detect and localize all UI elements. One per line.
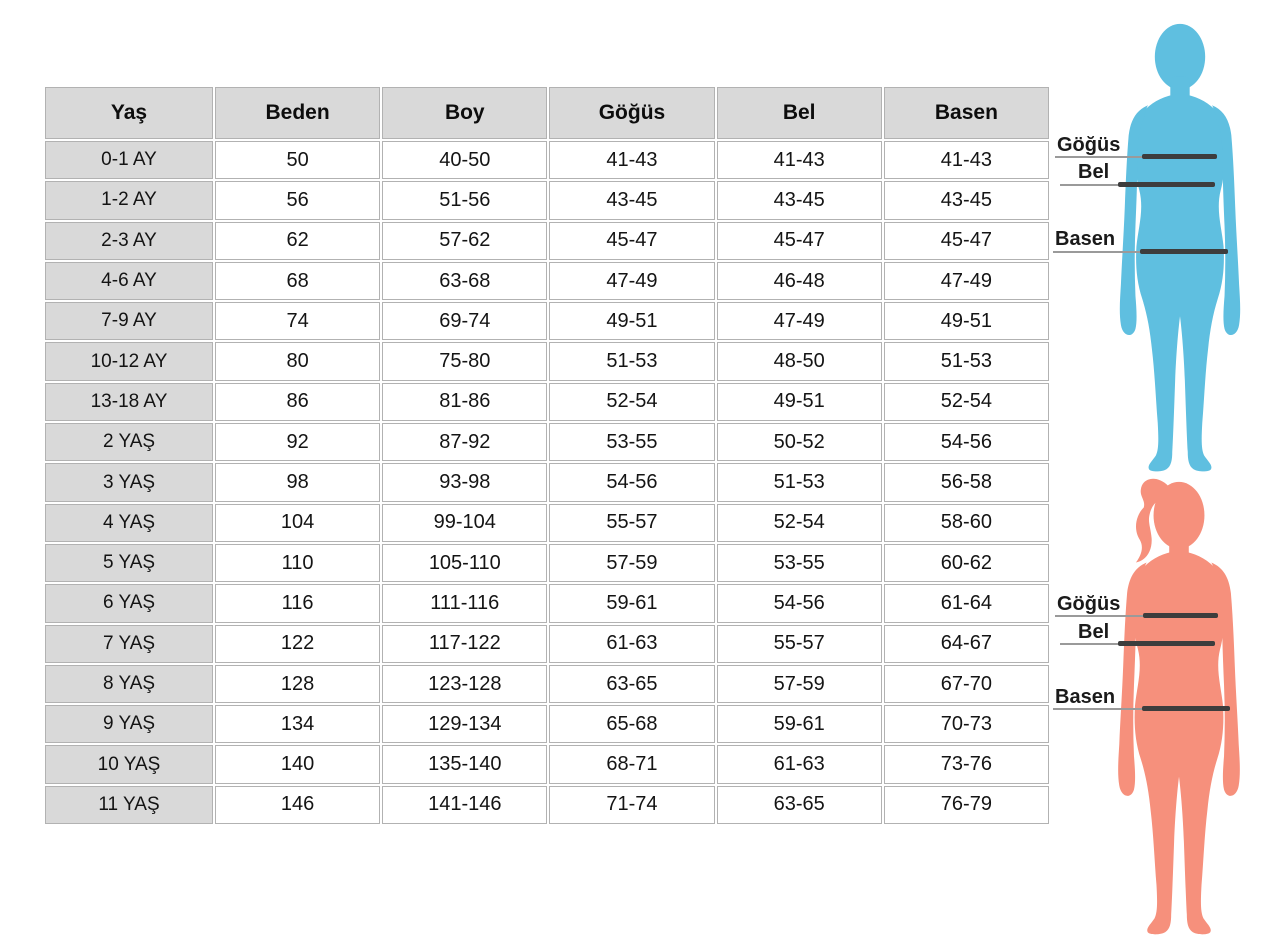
value-cell: 61-63 <box>717 745 882 783</box>
value-cell: 70-73 <box>884 705 1049 743</box>
value-cell: 51-53 <box>717 463 882 501</box>
hip-measure-line-top <box>1140 249 1228 254</box>
waist-label-top: Bel <box>1078 161 1110 183</box>
value-cell: 65-68 <box>549 705 714 743</box>
age-cell: 7-9 AY <box>45 302 213 340</box>
value-cell: 51-53 <box>884 342 1049 380</box>
value-cell: 56-58 <box>884 463 1049 501</box>
age-cell: 10 YAŞ <box>45 745 213 783</box>
column-header: Göğüs <box>549 87 714 139</box>
value-cell: 76-79 <box>884 786 1049 824</box>
value-cell: 60-62 <box>884 544 1049 582</box>
table-row <box>45 463 1049 501</box>
age-cell: 5 YAŞ <box>45 544 213 582</box>
value-cell: 116 <box>215 584 380 622</box>
age-cell: 10-12 AY <box>45 342 213 380</box>
value-cell: 43-45 <box>549 181 714 219</box>
value-cell: 57-62 <box>382 222 547 260</box>
age-cell: 4-6 AY <box>45 262 213 300</box>
value-cell: 57-59 <box>717 665 882 703</box>
value-cell: 75-80 <box>382 342 547 380</box>
value-cell: 68 <box>215 262 380 300</box>
age-cell: 9 YAŞ <box>45 705 213 743</box>
value-cell: 45-47 <box>884 222 1049 260</box>
age-cell: 2 YAŞ <box>45 423 213 461</box>
table-row <box>45 584 1049 622</box>
value-cell: 105-110 <box>382 544 547 582</box>
size-table-header <box>45 87 1049 139</box>
value-cell: 46-48 <box>717 262 882 300</box>
value-cell: 134 <box>215 705 380 743</box>
column-header: Basen <box>884 87 1049 139</box>
value-cell: 54-56 <box>884 423 1049 461</box>
value-cell: 43-45 <box>717 181 882 219</box>
table-row <box>45 665 1049 703</box>
age-cell: 6 YAŞ <box>45 584 213 622</box>
value-cell: 49-51 <box>717 383 882 421</box>
chest-measure-line-top <box>1142 154 1217 159</box>
value-cell: 123-128 <box>382 665 547 703</box>
table-row <box>45 383 1049 421</box>
table-row <box>45 141 1049 179</box>
value-cell: 117-122 <box>382 625 547 663</box>
value-cell: 53-55 <box>549 423 714 461</box>
value-cell: 68-71 <box>549 745 714 783</box>
value-cell: 63-65 <box>549 665 714 703</box>
value-cell: 54-56 <box>549 463 714 501</box>
value-cell: 99-104 <box>382 504 547 542</box>
value-cell: 92 <box>215 423 380 461</box>
value-cell: 86 <box>215 383 380 421</box>
value-cell: 52-54 <box>549 383 714 421</box>
table-row <box>45 705 1049 743</box>
value-cell: 54-56 <box>717 584 882 622</box>
age-cell: 13-18 AY <box>45 383 213 421</box>
waist-measure-line-bottom <box>1118 641 1215 646</box>
value-cell: 41-43 <box>717 141 882 179</box>
value-cell: 58-60 <box>884 504 1049 542</box>
value-cell: 47-49 <box>884 262 1049 300</box>
size-table-body <box>45 141 1049 824</box>
header-row <box>45 87 1049 139</box>
value-cell: 47-49 <box>717 302 882 340</box>
value-cell: 64-67 <box>884 625 1049 663</box>
value-cell: 63-68 <box>382 262 547 300</box>
age-cell: 11 YAŞ <box>45 786 213 824</box>
value-cell: 55-57 <box>549 504 714 542</box>
value-cell: 49-51 <box>884 302 1049 340</box>
age-cell: 7 YAŞ <box>45 625 213 663</box>
value-cell: 98 <box>215 463 380 501</box>
value-cell: 59-61 <box>717 705 882 743</box>
value-cell: 48-50 <box>717 342 882 380</box>
table-row <box>45 342 1049 380</box>
value-cell: 146 <box>215 786 380 824</box>
hip-measure-line-bottom <box>1142 706 1230 711</box>
chest-label-bottom: Göğüs <box>1057 593 1121 615</box>
age-cell: 8 YAŞ <box>45 665 213 703</box>
table-row <box>45 544 1049 582</box>
value-cell: 43-45 <box>884 181 1049 219</box>
value-cell: 62 <box>215 222 380 260</box>
age-cell: 3 YAŞ <box>45 463 213 501</box>
value-cell: 87-92 <box>382 423 547 461</box>
hip-label-top: Basen <box>1055 228 1116 250</box>
value-cell: 41-43 <box>884 141 1049 179</box>
value-cell: 56 <box>215 181 380 219</box>
column-header: Yaş <box>45 87 213 139</box>
value-cell: 69-74 <box>382 302 547 340</box>
size-table-container <box>43 85 1051 826</box>
value-cell: 110 <box>215 544 380 582</box>
value-cell: 111-116 <box>382 584 547 622</box>
value-cell: 52-54 <box>884 383 1049 421</box>
value-cell: 53-55 <box>717 544 882 582</box>
value-cell: 129-134 <box>382 705 547 743</box>
value-cell: 141-146 <box>382 786 547 824</box>
value-cell: 128 <box>215 665 380 703</box>
chest-measure-line-bottom <box>1143 613 1218 618</box>
value-cell: 61-63 <box>549 625 714 663</box>
value-cell: 122 <box>215 625 380 663</box>
table-row <box>45 625 1049 663</box>
value-cell: 63-65 <box>717 786 882 824</box>
value-cell: 74 <box>215 302 380 340</box>
value-cell: 49-51 <box>549 302 714 340</box>
value-cell: 57-59 <box>549 544 714 582</box>
value-cell: 45-47 <box>717 222 882 260</box>
value-cell: 135-140 <box>382 745 547 783</box>
waist-measure-line-top <box>1118 182 1215 187</box>
size-table <box>43 85 1051 826</box>
value-cell: 104 <box>215 504 380 542</box>
table-row <box>45 181 1049 219</box>
age-cell: 0-1 AY <box>45 141 213 179</box>
table-row <box>45 423 1049 461</box>
woman-silhouette-blue <box>1088 20 1272 475</box>
value-cell: 80 <box>215 342 380 380</box>
value-cell: 50 <box>215 141 380 179</box>
value-cell: 67-70 <box>884 665 1049 703</box>
value-cell: 52-54 <box>717 504 882 542</box>
value-cell: 81-86 <box>382 383 547 421</box>
value-cell: 55-57 <box>717 625 882 663</box>
table-row <box>45 786 1049 824</box>
value-cell: 61-64 <box>884 584 1049 622</box>
value-cell: 45-47 <box>549 222 714 260</box>
column-header: Beden <box>215 87 380 139</box>
column-header: Bel <box>717 87 882 139</box>
value-cell: 47-49 <box>549 262 714 300</box>
age-cell: 4 YAŞ <box>45 504 213 542</box>
value-cell: 41-43 <box>549 141 714 179</box>
hip-label-bottom: Basen <box>1055 686 1116 708</box>
value-cell: 59-61 <box>549 584 714 622</box>
value-cell: 140 <box>215 745 380 783</box>
value-cell: 73-76 <box>884 745 1049 783</box>
column-header: Boy <box>382 87 547 139</box>
table-row <box>45 222 1049 260</box>
table-row <box>45 302 1049 340</box>
waist-label-bottom: Bel <box>1078 621 1110 643</box>
value-cell: 51-53 <box>549 342 714 380</box>
table-row <box>45 745 1049 783</box>
chest-label-top: Göğüs <box>1057 134 1121 156</box>
age-cell: 1-2 AY <box>45 181 213 219</box>
table-row <box>45 504 1049 542</box>
age-cell: 2-3 AY <box>45 222 213 260</box>
value-cell: 40-50 <box>382 141 547 179</box>
value-cell: 51-56 <box>382 181 547 219</box>
value-cell: 50-52 <box>717 423 882 461</box>
table-row <box>45 262 1049 300</box>
value-cell: 71-74 <box>549 786 714 824</box>
value-cell: 93-98 <box>382 463 547 501</box>
